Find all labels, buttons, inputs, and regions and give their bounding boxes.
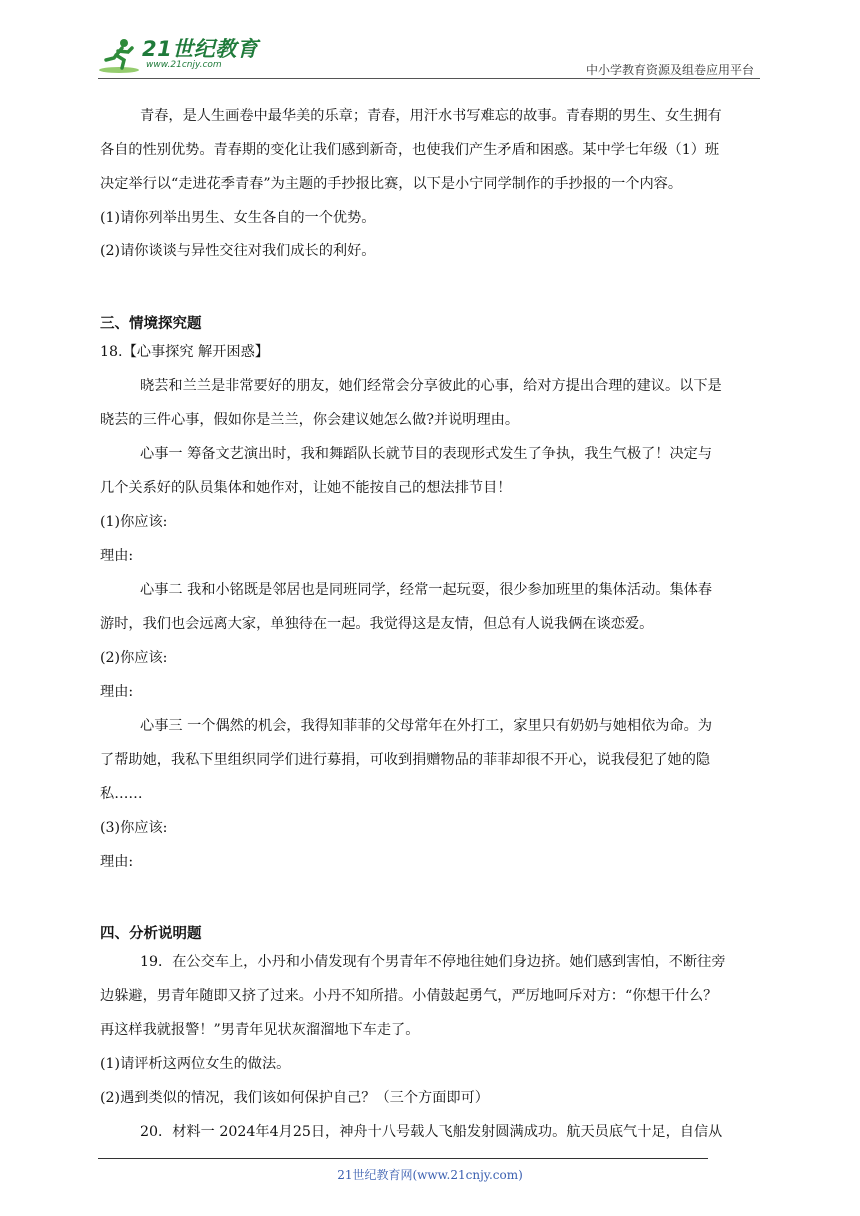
text-line: 各自的性别优势。青春期的变化让我们感到新奇，也使我们产生矛盾和困惑。某中学七年级（1）班	[100, 142, 720, 158]
footer-divider	[98, 1158, 708, 1159]
answer-prompt: (1)你应该:	[100, 514, 168, 530]
answer-prompt: 理由:	[100, 684, 134, 700]
page-header	[98, 36, 758, 78]
text-line: 了帮助她，我私下里组织同学们进行募捐，可收到捐赠物品的菲菲却很不开心，说我侵犯了她的隐	[100, 752, 711, 768]
section-heading: 三、情境探究题	[100, 316, 202, 332]
logo-text: 21世纪教育	[142, 37, 259, 61]
answer-prompt: (3)你应该:	[100, 820, 168, 836]
text-line: 几个关系好的队员集体和她作对，让她不能按自己的想法排节目！	[100, 480, 512, 496]
question-item: (1)请评析这两位女生的做法。	[100, 1056, 291, 1072]
runner-logo-icon	[98, 36, 140, 76]
text-line: 再这样我就报警！”男青年见状灰溜溜地下车走了。	[100, 1022, 420, 1038]
text-line: 20．材料一 2024年4月25日，神舟十八号载人飞船发射圆满成功。航天员底气十足，自信从	[140, 1124, 723, 1140]
text-line: 19．在公交车上，小丹和小倩发现有个男青年不停地往她们身边挤。她们感到害怕，不断往旁	[140, 954, 726, 970]
text-line: 边躲避，男青年随即又挤了过来。小丹不知所措。小倩鼓起勇气，严厉地呵斥对方：“你想干什么？	[100, 988, 718, 1004]
question-item: (2)遇到类似的情况，我们该如何保护自己？（三个方面即可）	[100, 1090, 489, 1106]
answer-prompt: 理由:	[100, 854, 134, 870]
header-divider	[98, 78, 760, 79]
logo-url: www.21cnjy.com	[146, 60, 222, 70]
text-line: 游时，我们也会远离大家，单独待在一起。我觉得这是友情，但总有人说我俩在谈恋爱。	[100, 616, 654, 632]
question-title: 18.【心事探究 解开困惑】	[100, 344, 269, 360]
platform-title: 中小学教育资源及组卷应用平台	[585, 63, 754, 77]
section-heading: 四、分析说明题	[100, 926, 202, 942]
text-line: 心事二 我和小铭既是邻居也是同班同学，经常一起玩耍，很少参加班里的集体活动。集体春	[140, 582, 713, 598]
question-item: (1)请你列举出男生、女生各自的一个优势。	[100, 210, 376, 226]
logo	[98, 36, 258, 76]
text-line: 心事一 筹备文艺演出时，我和舞蹈队长就节目的表现形式发生了争执，我生气极了！决定与	[140, 446, 713, 462]
text-line: 私……	[100, 786, 143, 802]
text-line: 心事三 一个偶然的机会，我得知菲菲的父母常年在外打工，家里只有奶奶与她相依为命。为	[140, 718, 713, 734]
question-item: (2)请你谈谈与异性交往对我们成长的利好。	[100, 243, 376, 259]
text-line: 晓芸的三件心事，假如你是兰兰，你会建议她怎么做?并说明理由。	[100, 412, 520, 428]
text-line: 决定举行以“走进花季青春”为主题的手抄报比赛，以下是小宁同学制作的手抄报的一个内容。	[100, 176, 683, 192]
text-line: 青春，是人生画卷中最华美的乐章；青春，用汗水书写难忘的故事。青春期的男生、女生拥有	[140, 108, 722, 124]
footer-link[interactable]: 21世纪教育网(www.21cnjy.com)	[337, 1168, 523, 1182]
text-line: 晓芸和兰兰是非常要好的朋友，她们经常会分享彼此的心事，给对方提出合理的建议。以下是	[140, 378, 722, 394]
answer-prompt: 理由:	[100, 548, 134, 564]
answer-prompt: (2)你应该:	[100, 650, 168, 666]
